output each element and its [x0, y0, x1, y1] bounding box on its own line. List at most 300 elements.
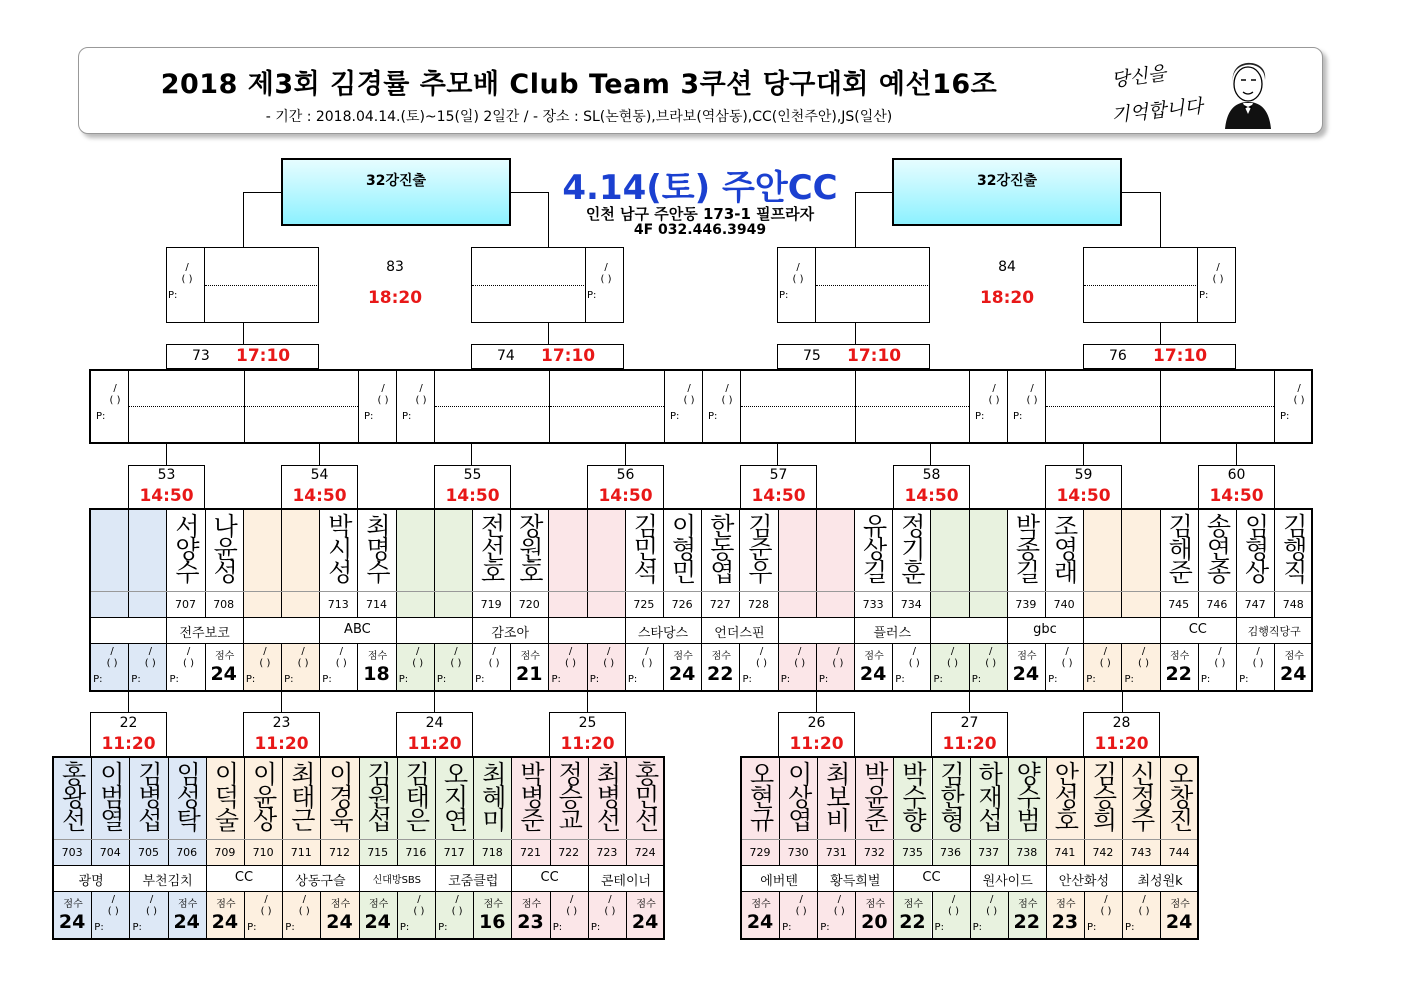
- final-slot-4-paren: ( ): [1212, 274, 1224, 285]
- club-name: 전주보코: [179, 626, 230, 641]
- player-name: 오창진: [1165, 761, 1195, 830]
- r1-time-22: 11:20: [101, 734, 156, 754]
- r2-number-57: 57: [769, 467, 788, 483]
- final-slot-2-p: P:: [587, 290, 597, 301]
- player-id: 740: [1053, 598, 1075, 611]
- upper_block-score-slot-26-p: P:: [1086, 674, 1096, 685]
- score-label: 점수: [1017, 651, 1037, 662]
- club-name: 최성원k: [1137, 874, 1183, 889]
- connector-line: [243, 323, 244, 345]
- score-label: 점수: [1056, 899, 1076, 910]
- player-name: 최혜미: [478, 761, 508, 830]
- player-id: 723: [596, 846, 618, 859]
- r1-number-27: 27: [960, 715, 979, 731]
- upper_block-score-slot-9-slash: /: [454, 646, 458, 657]
- player-name: 홍민선: [631, 761, 661, 830]
- final-slot-3-paren: ( ): [792, 274, 804, 285]
- semi-slot-12-paren: ( ): [1026, 395, 1038, 406]
- player-score: 22: [1165, 663, 1192, 685]
- semi-time-75: 17:10: [847, 346, 902, 366]
- semi-slot-7-p: P:: [670, 411, 680, 422]
- player-id: 748: [1282, 598, 1304, 611]
- lower_left-score-slot-10-paren: ( ): [451, 906, 463, 917]
- player-id: 728: [747, 598, 769, 611]
- lower_right-score-slot-1-slash: /: [799, 894, 803, 905]
- semi-slot-3-p: P:: [364, 411, 374, 422]
- upper_block-score-slot-19-paren: ( ): [832, 658, 844, 669]
- lower_left-score-slot-6-p: P:: [285, 922, 295, 933]
- player-id: 705: [137, 846, 159, 859]
- match-time-84: 18:20: [979, 288, 1035, 308]
- player-name: 김해준: [1164, 513, 1194, 582]
- club-name: 안산화성: [1058, 874, 1109, 889]
- upper_block-score-slot-0-p: P:: [93, 674, 103, 685]
- player-id: 703: [61, 846, 83, 859]
- lower_right-score-slot-10-paren: ( ): [1138, 906, 1150, 917]
- advance-box-left: 32강진출: [281, 158, 511, 226]
- lower_left-score-slot-9-slash: /: [417, 894, 421, 905]
- player-score: 24: [210, 663, 237, 685]
- player-name: 전선호: [477, 513, 507, 582]
- final-slot-4-slash: /: [1216, 262, 1220, 273]
- upper_block-score-slot-26-paren: ( ): [1099, 658, 1111, 669]
- upper_block-score-slot-2-slash: /: [186, 646, 191, 657]
- player-id: 739: [1015, 598, 1037, 611]
- player-name: 박시성: [324, 513, 354, 582]
- player-score: 21: [516, 663, 543, 685]
- r2-time-55: 14:50: [445, 486, 500, 506]
- upper_block-score-slot-27-paren: ( ): [1138, 658, 1149, 669]
- r1-number-22: 22: [119, 715, 138, 731]
- lower_left-score-slot-13-slash: /: [570, 894, 574, 905]
- semi-slot-4-paren: ( ): [415, 395, 427, 406]
- final-slot-1-slash: /: [185, 262, 189, 273]
- player-id: 741: [1054, 846, 1076, 859]
- upper_block-score-slot-26-slash: /: [1103, 646, 1107, 657]
- player-id: 706: [176, 846, 198, 859]
- club-name: 김행직당구: [1247, 625, 1301, 638]
- player-name: 송연종: [1202, 513, 1232, 582]
- club-name: 원사이드: [982, 874, 1033, 889]
- lower_right-score-slot-2-paren: ( ): [833, 906, 845, 917]
- player-score: 24: [326, 911, 353, 933]
- player-name: 최명수: [362, 513, 392, 582]
- advance-box-right: 32강진출: [892, 158, 1122, 226]
- lower_left-score-slot-1-slash: /: [111, 894, 115, 905]
- semi-slot-0-slash: /: [113, 383, 117, 394]
- player-id: 708: [213, 598, 235, 611]
- semi-slot-11-p: P:: [975, 411, 985, 422]
- r2-number-59: 59: [1074, 467, 1093, 483]
- upper_block-score-slot-14-paren: ( ): [641, 658, 653, 669]
- player-name: 최태근: [287, 761, 317, 830]
- score-label: 점수: [1018, 899, 1038, 910]
- r1-time-28: 11:20: [1094, 734, 1149, 754]
- player-score: 16: [479, 911, 506, 933]
- semi-slot-3-paren: ( ): [377, 395, 389, 406]
- lower_left-score-slot-13-p: P:: [552, 922, 563, 933]
- player-name: 이상엽: [784, 761, 814, 830]
- upper_block-score-slot-1-paren: ( ): [144, 658, 156, 669]
- header-box: [78, 47, 1323, 134]
- lower_left-score-slot-14-p: P:: [590, 922, 601, 933]
- upper_block-score-slot-0-paren: ( ): [106, 658, 118, 669]
- final-slot-4-p: P:: [1199, 290, 1209, 301]
- score-label: 점수: [521, 899, 542, 910]
- player-score: 24: [1280, 663, 1307, 685]
- player-score: 24: [211, 911, 239, 933]
- upper_block-score-slot-25-paren: ( ): [1061, 658, 1073, 669]
- player-id: 734: [900, 598, 922, 611]
- r1-time-27: 11:20: [942, 734, 997, 754]
- player-name: 김원섭: [363, 761, 393, 830]
- semi-slot-11-paren: ( ): [988, 395, 1000, 406]
- player-id: 707: [174, 598, 196, 611]
- semi-slot-15-p: P:: [1280, 411, 1290, 422]
- player-id: 704: [99, 846, 121, 859]
- connector-line: [1122, 192, 1161, 193]
- r2-number-60: 60: [1227, 467, 1246, 483]
- upper_block-score-slot-21-paren: ( ): [908, 658, 920, 669]
- signature-line-1: 당신을: [1109, 62, 1168, 92]
- semi-dotted: [129, 406, 244, 407]
- player-name: 최병선: [592, 761, 622, 830]
- player-score: 24: [58, 911, 86, 933]
- score-label: 점수: [1284, 651, 1304, 662]
- lower_right-score-slot-9-slash: /: [1104, 894, 1108, 905]
- semi-slot-0-p: P:: [96, 411, 106, 422]
- player-score: 18: [363, 663, 390, 685]
- upper_block-score-slot-4-slash: /: [263, 646, 267, 657]
- player-id: 743: [1130, 846, 1152, 859]
- score-label: 점수: [330, 899, 351, 910]
- player-name: 정승교: [554, 761, 584, 830]
- lower_right-score-slot-5-slash: /: [951, 894, 956, 905]
- score-label: 점수: [367, 651, 388, 662]
- r2-time-59: 14:50: [1056, 486, 1111, 506]
- player-name: 이윤상: [249, 761, 279, 830]
- upper_block-score-slot-6-p: P:: [322, 674, 332, 685]
- semi-slot-3-slash: /: [381, 383, 385, 394]
- player-score: 24: [859, 663, 887, 685]
- semi-slot-8-slash: /: [725, 383, 729, 394]
- player-id: 725: [633, 598, 655, 611]
- lower_left-score-slot-5-p: P:: [247, 922, 257, 933]
- club-name: 스타당스: [637, 626, 689, 641]
- r1-time-25: 11:20: [560, 734, 615, 754]
- score-label: 점수: [636, 899, 656, 910]
- player-name: 박병준: [516, 761, 546, 830]
- club-name: 황득희벌: [830, 874, 881, 889]
- lower_left-score-slot-14-slash: /: [608, 894, 612, 905]
- club-name: CC: [540, 870, 559, 885]
- semi-time-73: 17:10: [236, 346, 291, 366]
- upper_block-score-slot-23-paren: ( ): [985, 658, 997, 669]
- r2-time-56: 14:50: [598, 486, 653, 506]
- player-name: 나윤성: [209, 513, 239, 582]
- lower_right-score-slot-1-p: P:: [782, 922, 792, 933]
- r1-number-24: 24: [425, 715, 444, 731]
- connector-line: [243, 192, 244, 248]
- score-label: 점수: [1170, 899, 1190, 910]
- upper_block-score-slot-12-p: P:: [551, 674, 561, 685]
- score-label: 점수: [711, 651, 731, 662]
- semi-slot-12-p: P:: [1013, 411, 1023, 422]
- player-score: 22: [899, 911, 926, 933]
- score-label: 점수: [865, 899, 885, 910]
- score-label: 점수: [1170, 651, 1190, 662]
- semi-divider: [1007, 370, 1008, 443]
- player-id: 710: [252, 846, 274, 859]
- lower_right-score-slot-9-p: P:: [1086, 922, 1097, 933]
- lower_left-score-slot-9-paren: ( ): [413, 906, 425, 917]
- semi-slot-7-slash: /: [687, 383, 691, 394]
- final-slot-2-paren: ( ): [600, 274, 612, 285]
- semi-slot-0-paren: ( ): [109, 395, 121, 406]
- upper_block-score-slot-27-slash: /: [1141, 646, 1146, 657]
- player-name: 정기훈: [897, 513, 927, 582]
- club-name: 부천김치: [142, 874, 193, 889]
- player-score: 24: [173, 911, 200, 933]
- lower_right-score-slot-2-slash: /: [837, 894, 841, 905]
- player-score: 24: [1165, 911, 1193, 933]
- player-name: 양수범: [1012, 761, 1042, 830]
- club-name: 감조아: [491, 626, 530, 641]
- lower_left-score-slot-9-p: P:: [399, 922, 410, 933]
- semi-slot-12-slash: /: [1030, 383, 1034, 394]
- semi-number-73: 73: [192, 348, 210, 364]
- connector-line: [166, 444, 167, 466]
- player-id: 729: [749, 846, 771, 859]
- r2-number-53: 53: [157, 467, 176, 483]
- upper_block-score-slot-21-p: P:: [895, 674, 905, 685]
- semi-slot-11-slash: /: [992, 383, 996, 394]
- score-label: 점수: [178, 899, 198, 910]
- connector-line: [777, 444, 778, 466]
- upper_block-score-slot-25-p: P:: [1048, 674, 1058, 685]
- player-id: 733: [862, 598, 884, 611]
- semi-slot-15-slash: /: [1297, 383, 1301, 394]
- lower_left-score-slot-2-slash: /: [149, 894, 154, 905]
- upper_block-score-slot-4-paren: ( ): [259, 658, 271, 669]
- upper_block-score-slot-17-paren: ( ): [756, 658, 767, 669]
- connector-line: [855, 192, 893, 193]
- upper_block-score-slot-29-p: P:: [1200, 674, 1211, 685]
- semi-divider: [1274, 370, 1275, 443]
- semi-dotted: [1046, 406, 1160, 407]
- connector-line: [434, 691, 435, 713]
- final-slot-1-p: P:: [168, 290, 178, 301]
- final-slot-1-dotted: [205, 285, 319, 286]
- r2-time-53: 14:50: [139, 486, 194, 506]
- semi-divider: [396, 370, 397, 443]
- player-name: 박윤준: [860, 761, 890, 830]
- player-id: 738: [1016, 846, 1038, 859]
- player-id: 732: [863, 846, 885, 859]
- connector-line: [855, 192, 856, 248]
- score-label: 점수: [483, 899, 503, 910]
- player-id: 736: [940, 846, 962, 859]
- club-name: gbc: [1033, 622, 1057, 637]
- player-name: 김행직: [1279, 513, 1309, 582]
- score-label: 점수: [369, 899, 389, 910]
- score-label: 점수: [673, 651, 693, 662]
- connector-line: [587, 691, 588, 713]
- player-score: 23: [1051, 911, 1079, 933]
- upper_block-score-slot-25-slash: /: [1065, 646, 1069, 657]
- connector-line: [625, 444, 626, 466]
- club-name: 언더스핀: [714, 626, 765, 641]
- player-id: 709: [214, 846, 236, 859]
- player-id: 720: [518, 598, 540, 611]
- r2-number-54: 54: [310, 467, 329, 483]
- upper_block-score-slot-10-p: P:: [475, 674, 485, 685]
- semi-divider: [702, 370, 703, 443]
- lower_left-score-slot-1-paren: ( ): [107, 906, 119, 917]
- player-id: 735: [901, 846, 923, 859]
- upper_block-score-slot-5-paren: ( ): [297, 658, 309, 669]
- upper_block-score-slot-13-p: P:: [589, 674, 600, 685]
- player-id: 727: [709, 598, 731, 611]
- upper_block-score-slot-0-slash: /: [110, 646, 114, 657]
- match-number-83: 83: [386, 259, 404, 275]
- player-name: 임성탁: [172, 761, 202, 830]
- upper_block-score-slot-23-p: P:: [971, 674, 982, 685]
- club-name: 콘테이너: [600, 874, 652, 889]
- player-id: 724: [634, 846, 656, 859]
- semi-divider: [969, 370, 970, 443]
- player-id: 730: [787, 846, 809, 859]
- player-id: 731: [825, 846, 847, 859]
- upper_block-score-slot-17-slash: /: [759, 646, 764, 657]
- lower_right-score-slot-6-p: P:: [972, 922, 983, 933]
- player-name: 하재섭: [974, 761, 1004, 830]
- r2-time-57: 14:50: [751, 486, 806, 506]
- upper_block-score-slot-6-slash: /: [339, 646, 343, 657]
- upper_block-score-slot-10-slash: /: [492, 646, 496, 657]
- lower_right-score-slot-6-slash: /: [989, 894, 994, 905]
- final-slot-3-p: P:: [779, 290, 789, 301]
- player-id: 747: [1244, 598, 1266, 611]
- upper_block-score-slot-27-p: P:: [1124, 674, 1134, 685]
- player-name: 서양수: [171, 513, 201, 582]
- lower_left-score-slot-1-p: P:: [94, 922, 104, 933]
- page-title: 2018 제3회 김경률 추모배 Club Team 3쿠션 당구대회 예선16조: [160, 69, 998, 100]
- upper_block-score-slot-4-p: P:: [245, 674, 256, 685]
- lower_left-score-slot-6-slash: /: [302, 894, 306, 905]
- player-id: 746: [1206, 598, 1228, 611]
- player-id: 716: [405, 846, 427, 859]
- upper_block-score-slot-30-paren: ( ): [1252, 658, 1264, 669]
- semi-dotted: [550, 406, 664, 407]
- lower_left-score-slot-10-p: P:: [438, 922, 448, 933]
- upper_block-score-slot-21-slash: /: [912, 646, 916, 657]
- upper_block-score-slot-22-paren: ( ): [947, 658, 958, 669]
- player-id: 713: [327, 598, 349, 611]
- semi-number-74: 74: [497, 348, 515, 364]
- upper_block-score-slot-17-p: P:: [742, 674, 752, 685]
- score-label: 점수: [903, 899, 924, 910]
- r2-time-60: 14:50: [1209, 486, 1264, 506]
- semi-divider: [358, 370, 359, 443]
- lower_right-score-slot-2-p: P:: [820, 922, 830, 933]
- signature-line-2: 기억합니다: [1110, 95, 1204, 127]
- lower_left-score-slot-13-paren: ( ): [566, 906, 578, 917]
- player-id: 737: [978, 846, 1000, 859]
- r1-time-24: 11:20: [407, 734, 462, 754]
- connector-line: [243, 192, 282, 193]
- upper_block-score-slot-2-paren: ( ): [183, 658, 194, 669]
- lower_right-score-slot-9-paren: ( ): [1100, 906, 1112, 917]
- player-name: 한동엽: [706, 513, 736, 582]
- upper_block-score-slot-14-p: P:: [627, 674, 638, 685]
- player-id: 717: [443, 846, 465, 859]
- club-name: 에버텐: [760, 874, 798, 889]
- player-name: 장원호: [515, 513, 545, 582]
- lower_left-score-slot-2-p: P:: [132, 922, 142, 933]
- player-id: 715: [367, 846, 389, 859]
- r1-number-23: 23: [272, 715, 291, 731]
- club-name: 신대방SBS: [372, 875, 421, 886]
- upper_block-score-slot-5-slash: /: [301, 646, 305, 657]
- lower_right-score-slot-1-paren: ( ): [795, 906, 807, 917]
- connector-line: [1236, 444, 1237, 466]
- upper_block-score-slot-30-slash: /: [1256, 646, 1260, 657]
- final-slot-3-slash: /: [796, 262, 800, 273]
- player-name: 김민석: [629, 513, 659, 582]
- player-name: 이범열: [96, 761, 126, 830]
- r2-time-54: 14:50: [292, 486, 347, 506]
- player-name: 홍왕선: [58, 761, 88, 830]
- player-score: 20: [861, 911, 888, 933]
- connector-line: [548, 192, 549, 248]
- score-label: 점수: [216, 899, 236, 910]
- semi-dotted: [245, 406, 358, 407]
- portrait-icon: [1217, 54, 1279, 130]
- player-name: 김병섭: [134, 761, 164, 830]
- score-label: 점수: [864, 651, 884, 662]
- player-name: 오현규: [746, 761, 776, 830]
- upper_block-score-slot-18-slash: /: [798, 646, 802, 657]
- upper_block-score-slot-19-p: P:: [818, 674, 829, 685]
- player-id: 712: [328, 846, 350, 859]
- connector-line: [319, 444, 320, 466]
- connector-line: [1083, 444, 1084, 466]
- connector-line: [969, 691, 970, 713]
- connector-line: [548, 323, 549, 345]
- player-score: 24: [668, 663, 696, 685]
- lower_right-block: [740, 756, 1199, 940]
- connector-line: [471, 444, 472, 466]
- player-score: 24: [1012, 663, 1040, 685]
- player-name: 신정주: [1127, 761, 1157, 830]
- club-name: 광명: [78, 874, 104, 889]
- semi-dotted: [856, 406, 969, 407]
- r1-time-26: 11:20: [789, 734, 844, 754]
- player-name: 김태은: [401, 761, 431, 830]
- semi-dotted: [435, 406, 549, 407]
- upper_block-score-slot-8-slash: /: [416, 646, 420, 657]
- score-label: 점수: [215, 651, 235, 662]
- score-label: 점수: [520, 651, 540, 662]
- player-id: 714: [365, 598, 387, 611]
- lower_left-block: [52, 756, 665, 940]
- player-id: 718: [481, 846, 503, 859]
- upper_block-score-slot-23-slash: /: [989, 646, 993, 657]
- upper_block-score-slot-10-paren: ( ): [488, 658, 500, 669]
- player-score: 24: [364, 911, 391, 933]
- upper_block-score-slot-30-p: P:: [1239, 674, 1249, 685]
